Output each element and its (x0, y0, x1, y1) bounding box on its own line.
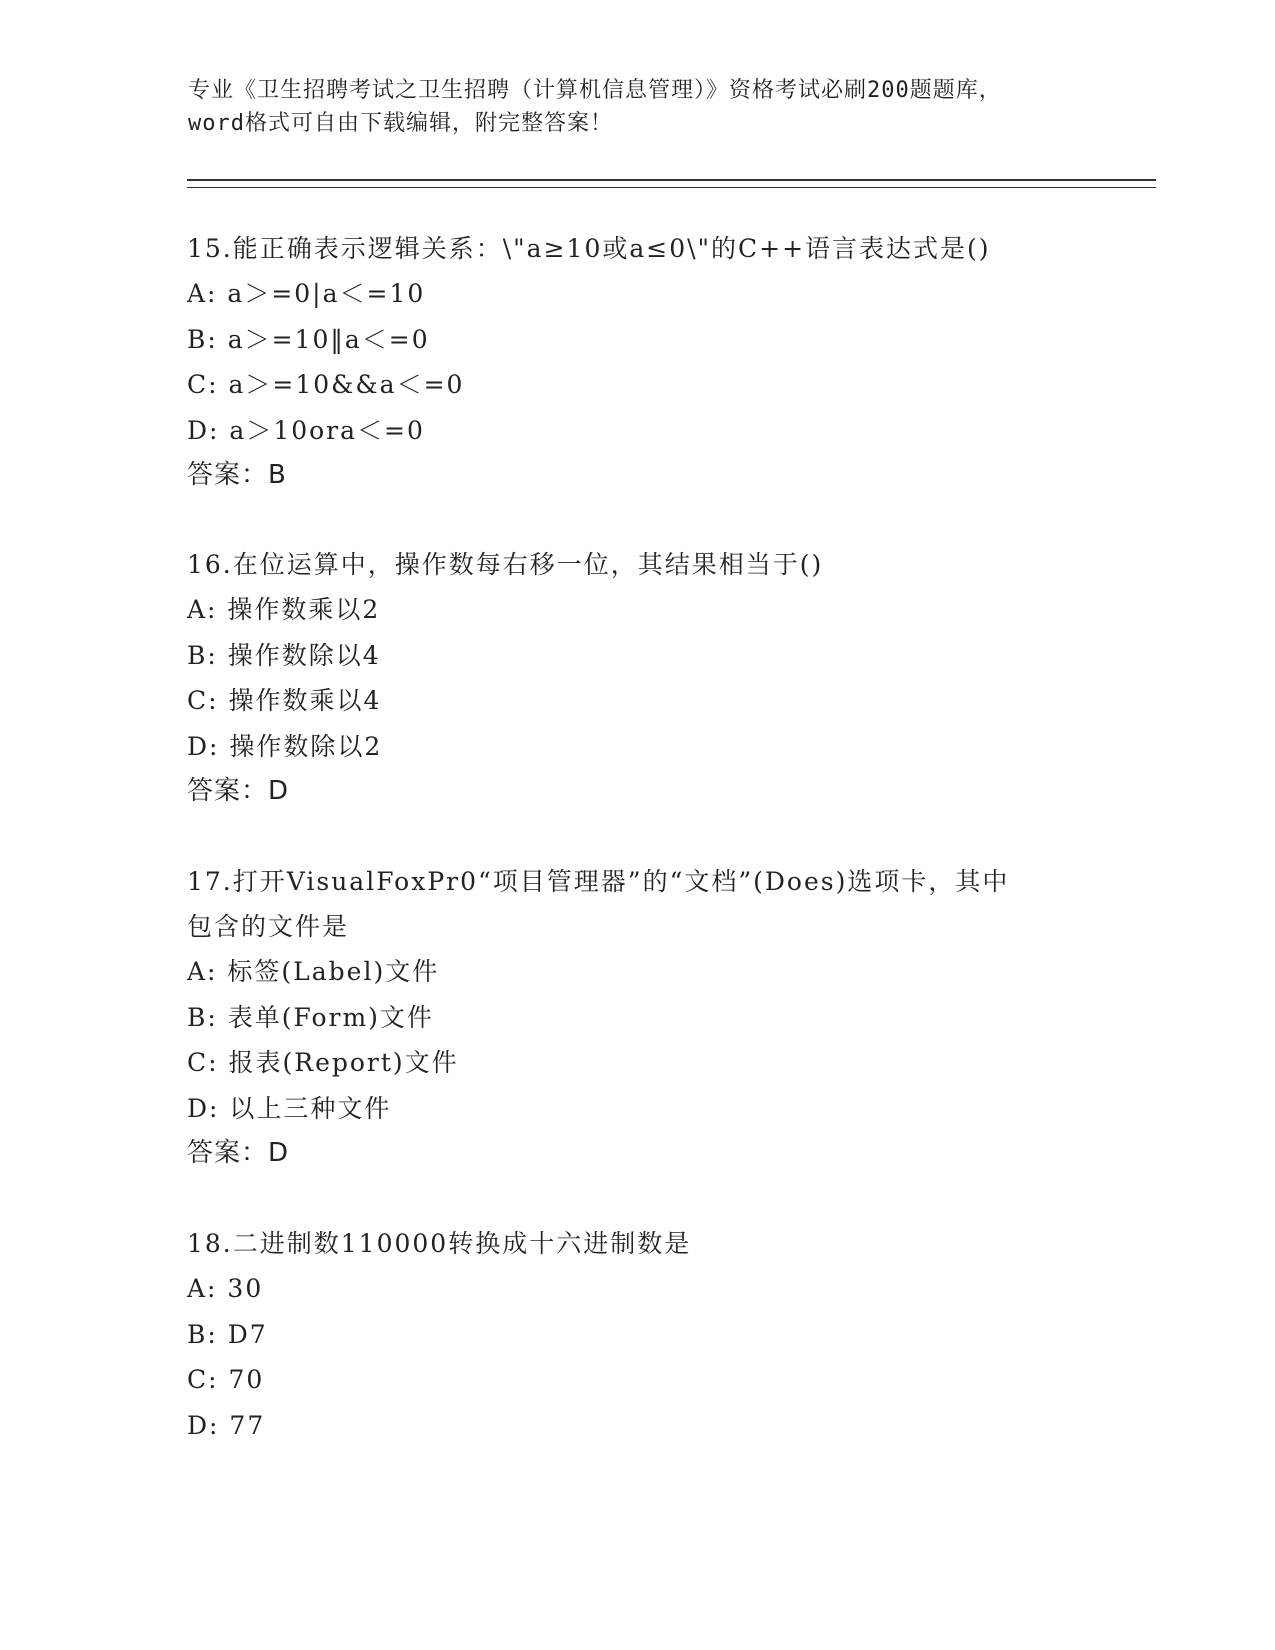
option-b: B: 表单(Form)文件 (187, 1002, 434, 1032)
header-line: word格式可自由下载编辑，附完整答案！ (188, 111, 613, 136)
option-b: B: a＞=10‖a＜=0 (187, 324, 430, 354)
question-stem: 包含的文件是 (187, 912, 350, 941)
question-stem: 15.能正确表示逻辑关系：\"a≥10或a≤0\"的C++语言表达式是() (187, 234, 991, 263)
option-a: A: 操作数乘以2 (187, 595, 381, 624)
question-18 (187, 1221, 1087, 1448)
option-c: C: 操作数乘以4 (187, 686, 382, 715)
question-stem: 16.在位运算中，操作数每右移一位，其结果相当于() (187, 550, 824, 579)
option-a: A: a＞=0|a＜=10 (187, 279, 426, 308)
question-17 (187, 859, 1087, 1175)
option-d: D: a＞10ora＜=0 (187, 415, 425, 445)
question-15 (187, 226, 1087, 497)
option-a: A: 标签(Label)文件 (187, 957, 440, 986)
option-c: C: a＞=10&&a＜=0 (187, 370, 465, 399)
option-c: C: 报表(Report)文件 (187, 1048, 459, 1077)
answer: 答案：D (187, 1138, 290, 1168)
question-stem: 18.二进制数110000转换成十六进制数是 (187, 1229, 692, 1258)
option-d: D: 以上三种文件 (187, 1093, 392, 1123)
answer: 答案：B (187, 460, 287, 490)
option-a: A: 30 (187, 1274, 264, 1303)
page-header (188, 74, 1088, 140)
question-stem: 17.打开VisualFoxPr0“项目管理器”的“文档”(Does)选项卡，其中 (187, 867, 1010, 896)
option-d: D: 77 (187, 1410, 266, 1440)
header-divider (187, 179, 1156, 188)
header-line: 专业《卫生招聘考试之卫生招聘（计算机信息管理）》资格考试必刷200题题库， (188, 78, 1002, 103)
option-b: B: 操作数除以4 (187, 640, 381, 670)
question-16 (187, 542, 1087, 813)
option-b: B: D7 (187, 1319, 268, 1349)
option-d: D: 操作数除以2 (187, 731, 383, 761)
answer: 答案：D (187, 776, 290, 806)
option-c: C: 70 (187, 1365, 265, 1394)
